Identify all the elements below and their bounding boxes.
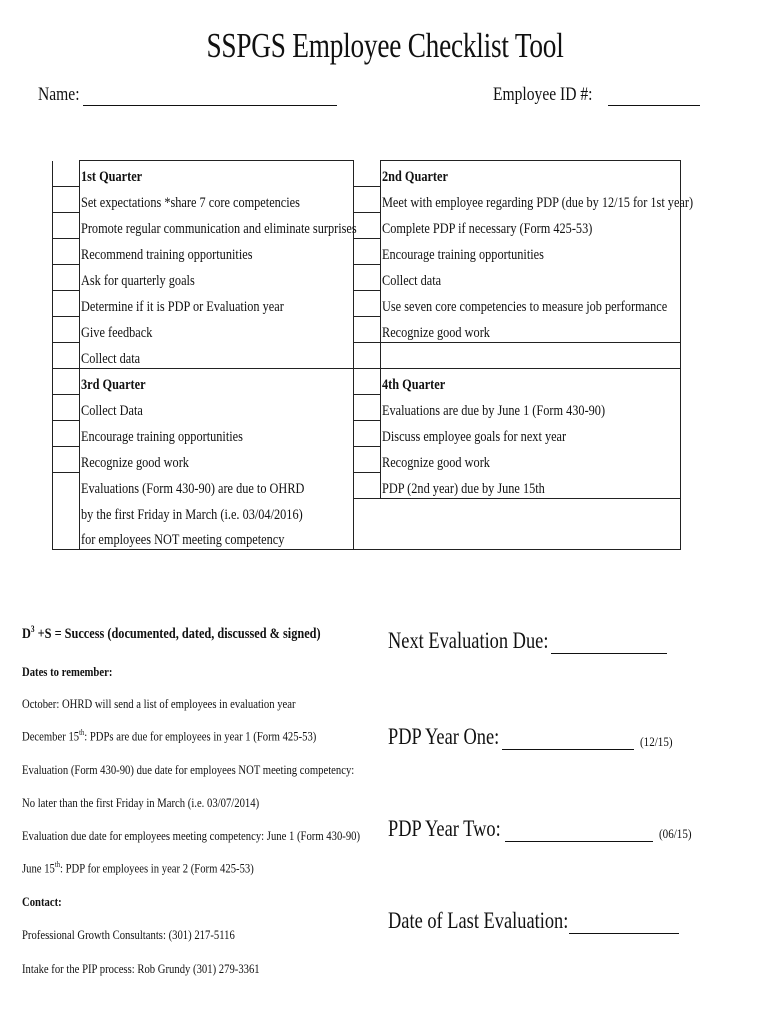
empty-cell	[354, 342, 381, 368]
checkbox[interactable]	[53, 342, 80, 368]
empty-cell	[381, 498, 681, 524]
pdp-year-two-note: (06/15)	[658, 826, 692, 841]
q2-heading: 2nd Quarter	[382, 169, 448, 185]
q3-item: Evaluations (Form 430-90) are due to OHRD	[81, 481, 305, 497]
employee-id-input-line[interactable]	[608, 87, 700, 106]
empty-cell	[53, 498, 80, 524]
date-last-evaluation-label: Date of Last Evaluation:	[388, 908, 569, 933]
empty-cell	[354, 498, 381, 524]
next-evaluation-due-line[interactable]	[551, 633, 667, 654]
q1-heading: 1st Quarter	[81, 169, 143, 185]
note-evaluation-meeting: Evaluation due date for employees meeting competency: June 1 (Form 430-90)	[22, 828, 361, 843]
pdp-year-one-field[interactable]	[388, 724, 678, 750]
checkbox[interactable]	[354, 472, 381, 498]
dates-heading: Dates to remember:	[22, 664, 113, 679]
q3-heading-cell	[53, 368, 80, 394]
checkbox[interactable]	[53, 186, 80, 212]
name-field[interactable]	[38, 84, 337, 106]
empty-cell	[354, 524, 381, 550]
contact-pip: Intake for the PIP process: Rob Grundy (301) 279-3361	[22, 961, 260, 976]
name-label: Name:	[38, 84, 80, 105]
q2-item: Recognize good work	[382, 324, 490, 341]
checkbox[interactable]	[53, 316, 80, 342]
note-evaluation-not-meeting: Evaluation (Form 430-90) due date for employees NOT meeting competency:	[22, 762, 355, 777]
checkbox[interactable]	[354, 238, 381, 264]
checkbox[interactable]	[354, 212, 381, 238]
q4-heading: 4th Quarter	[382, 377, 446, 393]
empty-cell	[381, 342, 681, 368]
q1-item: Ask for quarterly goals	[81, 273, 195, 289]
q2-item: Meet with employee regarding PDP (due by 12/15 for 1st year)	[382, 195, 694, 211]
q3-heading: 3rd Quarter	[81, 377, 146, 393]
q4-item: Recognize good work	[382, 455, 490, 471]
employee-id-label: Employee ID #:	[493, 84, 593, 105]
contact-heading: Contact:	[22, 894, 62, 909]
name-input-line[interactable]	[83, 87, 337, 106]
checkbox[interactable]	[53, 264, 80, 290]
q2-item: Use seven core competencies to measure job performance	[382, 299, 668, 315]
q3-item: Recognize good work	[81, 455, 189, 471]
pdp-year-one-line[interactable]	[502, 729, 634, 750]
success-formula: $D^3 +S$ = Success (documented, dated, discussed & signed)	[22, 624, 321, 642]
note-no-later: No later than the first Friday in March (i.e. 03/07/2014)	[22, 795, 260, 810]
empty-cell	[381, 524, 681, 550]
checkbox[interactable]	[53, 238, 80, 264]
quarterly-checklist-table	[52, 160, 694, 550]
checkbox[interactable]	[53, 212, 80, 238]
note-december: December 15th: PDPs are due for employees in year 1 (Form 425-53)	[22, 728, 317, 744]
checkbox[interactable]	[53, 420, 80, 446]
q1-item: Recommend training opportunities	[81, 247, 253, 263]
q3-item: Collect Data	[81, 403, 143, 419]
next-evaluation-due-field[interactable]	[388, 628, 667, 654]
q4-item: Evaluations are due by June 1 (Form 430-90)	[382, 403, 606, 419]
q1-item: Promote regular communication and eliminate surprises	[81, 221, 357, 237]
q1-heading-cell	[53, 161, 80, 187]
q2-item: Encourage training opportunities	[382, 247, 544, 263]
q1-item: Determine if it is PDP or Evaluation year	[81, 299, 284, 315]
q1-item: Give feedback	[81, 325, 153, 341]
checkbox[interactable]	[53, 472, 80, 498]
checkbox[interactable]	[354, 420, 381, 446]
q3-item: Encourage training opportunities	[81, 429, 243, 445]
pdp-year-two-line[interactable]	[505, 821, 653, 842]
pdp-year-two-field[interactable]	[388, 816, 697, 842]
employee-id-field[interactable]	[493, 84, 700, 106]
date-last-evaluation-field[interactable]	[388, 908, 679, 934]
pdp-year-one-label: PDP Year One:	[388, 724, 500, 749]
checkbox[interactable]	[53, 394, 80, 420]
checkbox[interactable]	[354, 186, 381, 212]
checkbox[interactable]	[354, 264, 381, 290]
q2-item: Complete PDP if necessary (Form 425-53)	[382, 221, 593, 237]
checkbox[interactable]	[354, 394, 381, 420]
date-last-evaluation-line[interactable]	[569, 913, 679, 934]
note-june: June 15th: PDP for employees in year 2 (Form 425-53)	[22, 860, 254, 876]
checkbox[interactable]	[53, 290, 80, 316]
q2-heading-cell	[354, 161, 381, 187]
q4-item: PDP (2nd year) due by June 15th	[382, 480, 545, 497]
q4-heading-cell	[354, 368, 381, 394]
page-title: SSPGS Employee Checklist Tool	[206, 26, 564, 65]
q1-item: Set expectations *share 7 core competencies	[81, 195, 300, 211]
q2-item: Collect data	[382, 273, 442, 289]
checkbox[interactable]	[53, 446, 80, 472]
q1-item: Collect data	[81, 350, 141, 367]
q3-item: by the first Friday in March (i.e. 03/04/2016)	[81, 506, 303, 523]
pdp-year-two-label: PDP Year Two:	[388, 816, 501, 841]
contact-pgc: Professional Growth Consultants: (301) 217-5116	[22, 927, 235, 942]
next-evaluation-due-label: Next Evaluation Due:	[388, 628, 549, 653]
pdp-year-one-note: (12/15)	[640, 734, 673, 749]
checkbox[interactable]	[354, 446, 381, 472]
empty-cell	[53, 524, 80, 550]
q3-item: for employees NOT meeting competency	[81, 531, 285, 548]
checkbox[interactable]	[354, 290, 381, 316]
q4-item: Discuss employee goals for next year	[382, 429, 567, 445]
note-october: October: OHRD will send a list of employees in evaluation year	[22, 696, 296, 711]
checkbox[interactable]	[354, 316, 381, 342]
